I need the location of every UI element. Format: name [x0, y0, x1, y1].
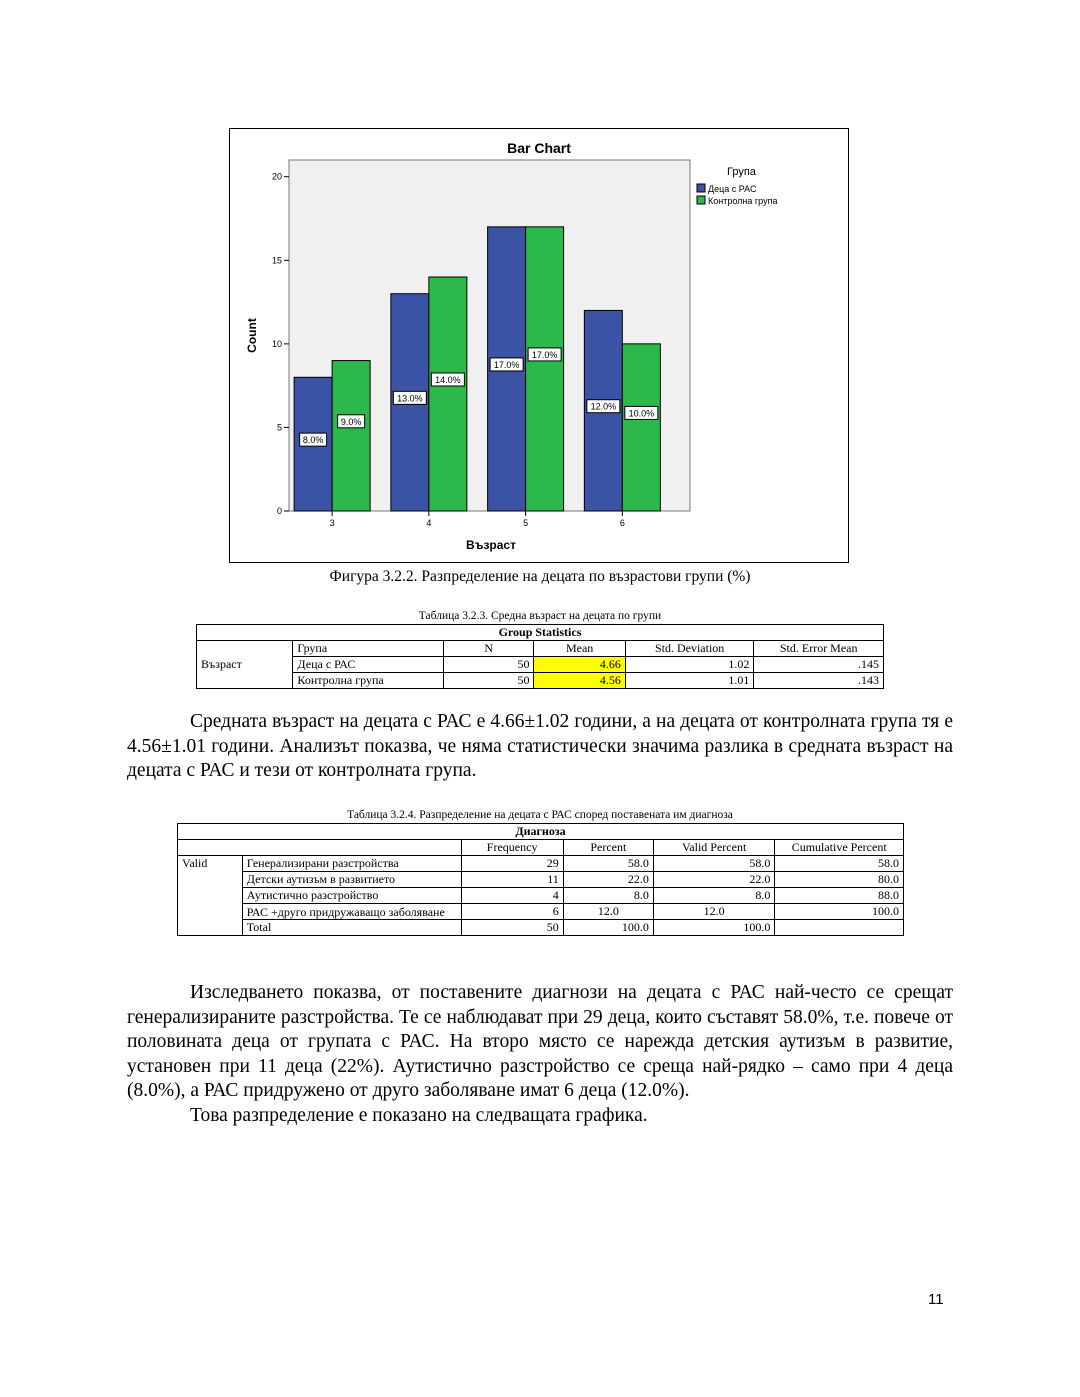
- table-row: [178, 888, 904, 904]
- diagnosis-table: [177, 823, 904, 936]
- table2-cell: 4: [461, 888, 563, 904]
- table-row: [178, 872, 904, 888]
- bar: [332, 361, 370, 511]
- table1-cell: Деца с РАС: [293, 657, 444, 673]
- table-row: [197, 673, 884, 689]
- x-tick-label: 3: [329, 518, 335, 528]
- table2-cell: 11: [461, 872, 563, 888]
- x-tick-label: 5: [523, 518, 529, 528]
- y-tick-label: 5: [276, 422, 282, 433]
- bar-chart: [230, 129, 848, 562]
- data-label: 17.0%: [531, 349, 558, 360]
- table1-row-label: Възраст: [197, 657, 293, 689]
- table2-header: Frequency: [461, 840, 563, 856]
- page-number: 11: [928, 1291, 944, 1308]
- group-statistics-table: [196, 624, 884, 689]
- table1-title: Group Statistics: [197, 625, 884, 641]
- bar: [429, 277, 467, 511]
- table1-cell: .143: [754, 673, 884, 689]
- table1-header: Std. Error Mean: [754, 641, 884, 657]
- table1-corner: [197, 641, 293, 657]
- bar: [526, 227, 564, 511]
- data-label: 10.0%: [628, 408, 655, 419]
- table2-cell: 58.0: [653, 856, 775, 872]
- table1-header: Std. Deviation: [625, 641, 754, 657]
- data-label: 13.0%: [397, 393, 423, 404]
- table2-cell: Генерализирани разстройства: [242, 856, 461, 872]
- table1-cell: Контролна група: [293, 673, 444, 689]
- table1-cell: .145: [754, 657, 884, 673]
- data-label: 12.0%: [590, 401, 617, 412]
- figure-frame: [229, 128, 849, 563]
- legend-label: Контролна група: [708, 196, 778, 206]
- table2-cell: 8.0: [563, 888, 653, 904]
- y-tick-label: 0: [276, 506, 282, 516]
- x-tick-label: 4: [426, 518, 432, 528]
- table2-cell: [775, 920, 904, 936]
- y-tick-label: 10: [271, 338, 282, 349]
- paragraph-next-figure: Това разпределение е показано на следващата графика.: [190, 1105, 648, 1126]
- table2-cell: 22.0: [653, 872, 775, 888]
- table1-cell: 50: [444, 657, 534, 673]
- legend-title: Група: [727, 166, 756, 178]
- data-label: 8.0%: [302, 435, 324, 446]
- table2-cell: 50: [461, 920, 563, 936]
- table2-cell: Детски аутизъм в развитието: [242, 872, 461, 888]
- table2-cell: 100.0: [775, 904, 904, 920]
- table1-header: Mean: [534, 641, 625, 657]
- bar: [622, 344, 660, 511]
- table2-title: Диагноза: [178, 824, 904, 840]
- y-tick-label: 20: [271, 171, 282, 182]
- table2-cell: 12.0: [563, 904, 653, 920]
- table2-cell: 100.0: [563, 920, 653, 936]
- table2-cell: 8.0: [653, 888, 775, 904]
- table-row: [197, 657, 884, 673]
- table2-cell: Total: [242, 920, 461, 936]
- table1-header: N: [444, 641, 534, 657]
- x-axis-label: Възраст: [466, 538, 516, 552]
- table1-mean-cell: 4.56: [534, 673, 625, 689]
- legend-swatch: [697, 196, 705, 204]
- table2-header: Percent: [563, 840, 653, 856]
- table1-caption: Таблица 3.2.3. Средна възраст на децата по групи: [418, 610, 662, 622]
- table2-cell: 29: [461, 856, 563, 872]
- x-tick-label: 6: [619, 518, 625, 528]
- data-label: 17.0%: [493, 359, 520, 370]
- legend-label: Деца с РАС: [708, 184, 757, 194]
- table-row: [178, 856, 904, 872]
- table2-cell: 100.0: [653, 920, 775, 936]
- table2-caption: Таблица 3.2.4. Разпределение на децата с РАС според поставената им диагноза: [347, 809, 733, 821]
- table2-header: Cumulative Percent: [775, 840, 904, 856]
- table1-cell: 50: [444, 673, 534, 689]
- table1-cell: 1.02: [625, 657, 754, 673]
- data-label: 14.0%: [435, 375, 461, 385]
- figure-caption: Фигура 3.2.2. Разпределение на децата по възрастови групи (%): [329, 568, 751, 585]
- table2-corner: [178, 840, 462, 856]
- table2-cell: Аутистично разстройство: [242, 888, 461, 904]
- table-row: [178, 920, 904, 936]
- y-axis-label: Count: [245, 318, 259, 353]
- table2-cell: 58.0: [775, 856, 904, 872]
- table2-header: Valid Percent: [653, 840, 775, 856]
- chart-title: Bar Chart: [507, 140, 571, 156]
- table2-row-label: Valid: [178, 856, 243, 936]
- table1-header: Група: [293, 641, 444, 657]
- table1-cell: 1.01: [625, 673, 754, 689]
- table2-cell: 12.0: [653, 904, 775, 920]
- table2-cell: 6: [461, 904, 563, 920]
- table1-mean-cell: 4.66: [534, 657, 625, 673]
- paragraph-diagnosis-summary: Изследването показва, от поставените диагнози на децата с РАС най-често се срещат генерализираните разстройства. Те се наблюдават при 29 деца, които съставят 58.0%, т.е. повече от половината деца от групата с РАС. На второ място се нарежда детския аутизъм в развитие, установен при 11 деца (22%). Аутистично разстройство се среща най-рядко – само при 4 деца (8.0%), а РАС придружено от друго заболяване имат 6 деца (12.0%).: [127, 982, 953, 1101]
- data-label: 9.0%: [340, 416, 362, 427]
- paragraph-age-summary: Средната възраст на децата с РАС е 4.66±1.02 години, а на децата от контролната група тя е 4.56±1.01 години. Анализът показва, че няма статистически значима разлика в средната възраст на децата с РАС и тези от контролната група.: [127, 711, 953, 781]
- legend-swatch: [697, 184, 705, 192]
- table-row: [178, 904, 904, 920]
- table2-cell: 58.0: [563, 856, 653, 872]
- table2-cell: 80.0: [775, 872, 904, 888]
- table2-cell: 88.0: [775, 888, 904, 904]
- table2-cell: РАС +друго придружаващо заболяване: [242, 904, 461, 920]
- y-tick-label: 15: [271, 255, 282, 266]
- table2-cell: 22.0: [563, 872, 653, 888]
